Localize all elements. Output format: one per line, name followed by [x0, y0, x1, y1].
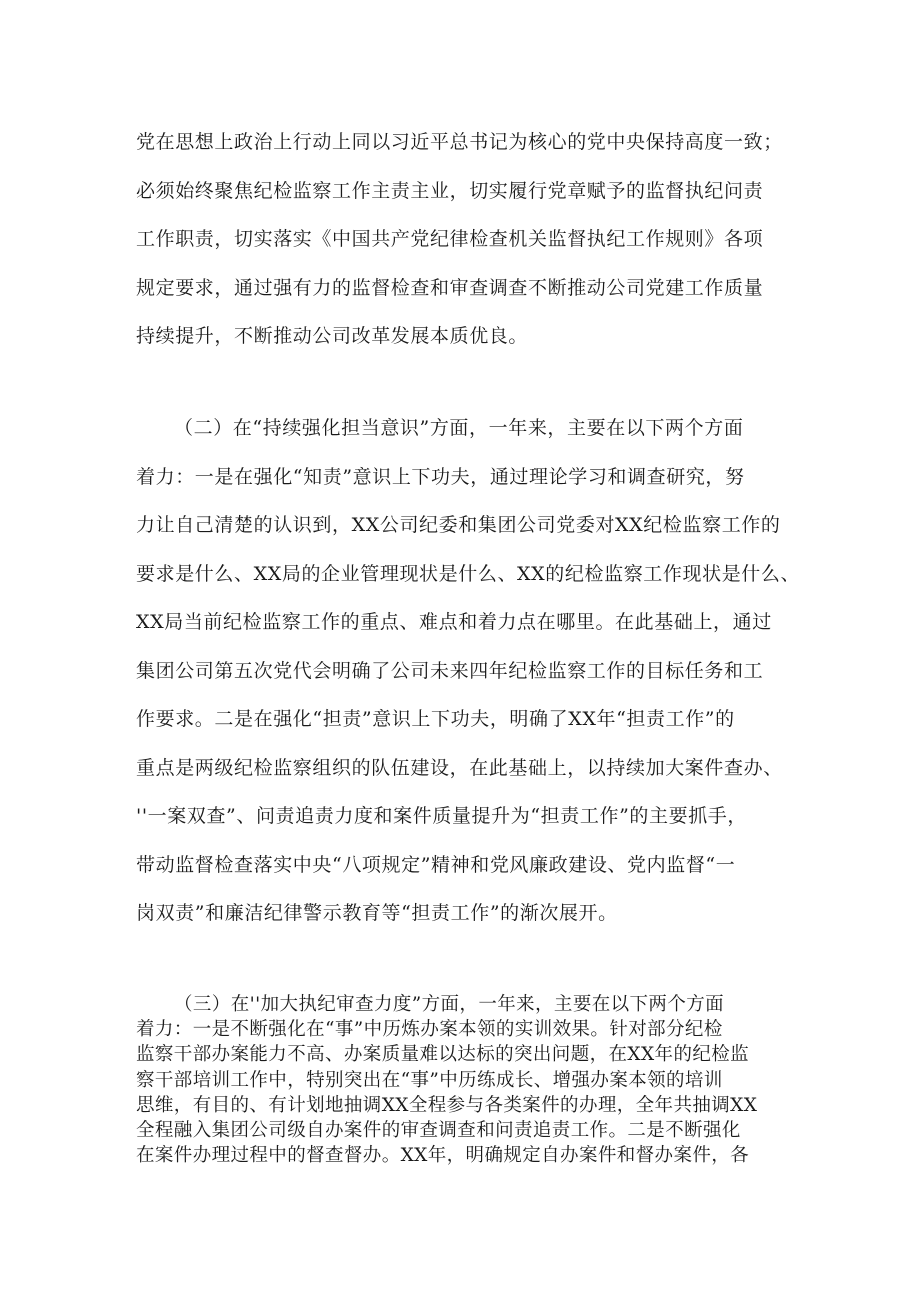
text-line: 思维，有目的、有计划地抽调XX全程参与各类案件的办理，全年共抽调XX — [136, 1094, 758, 1116]
text-line: （二）在“持续强化担当意识”方面，一年来，主要在以下两个方面 — [174, 417, 744, 439]
text-line: 带动监督检查落实中央“八项规定”精神和党风廉政建设、党内监督“一 — [136, 853, 736, 876]
paragraph-3 — [136, 992, 796, 1168]
paragraph-2 — [136, 404, 801, 938]
text-line: 着力：一是在强化“知责”意识上下功夫，通过理论学习和调查研究，努 — [136, 465, 745, 488]
text-line: 力让自己清楚的认识到，XX公司纪委和集团公司党委对XX纪检监察工作的 — [136, 514, 781, 536]
text-line: ''一案双查”、问责追责力度和案件质量提升为“担责工作”的主要抓手， — [136, 805, 747, 827]
paragraph-1 — [136, 118, 796, 361]
text-line: 全程融入集团公司级自办案件的审查调查和问责追责工作。二是不断强化 — [136, 1119, 741, 1141]
text-line: 察干部培训工作中，特别突出在“事”中历练成长、增强办案本领的培训 — [136, 1069, 723, 1091]
text-line: 规定要求，通过强有力的监督检查和审查调查不断推动公司党建工作质量 — [136, 276, 764, 299]
text-line: 着力：一是不断强化在“事”中历炼办案本领的实训效果。针对部分纪检 — [136, 1019, 723, 1041]
text-line: XX局当前纪检监察工作的重点、难点和着力点在哪里。在此基础上，通过 — [136, 611, 772, 633]
text-line: 作要求。二是在强化“担责”意识上下功夫，明确了XX年“担责工作”的 — [136, 708, 735, 730]
text-line: 在案件办理过程中的督查督办。XX年，明确规定自办案件和督办案件，各 — [136, 1145, 750, 1167]
text-line: 党在思想上政治上行动上同以习近平总书记为核心的党中央保持高度一致； — [136, 131, 783, 153]
text-line: 岗双责”和廉洁纪律警示教育等“担责工作”的渐次展开。 — [136, 902, 618, 924]
text-line: 要求是什么、XX局的企业管理现状是什么、XX的纪检监察工作现状是什么、 — [136, 562, 801, 585]
text-line: （三）在''加大执纪审查力度”方面，一年来，主要在以下两个方面 — [174, 994, 725, 1015]
text-line: 工作职责，切实落实《中国共产党纪律检查机关监督执纪工作规则》各项 — [136, 228, 764, 250]
text-line: 监察干部办案能力不高、办案质量难以达标的突出问题，在XX年的纪检监 — [136, 1044, 750, 1066]
text-line: 重点是两级纪检监察组织的队伍建设，在此基础上，以持续加大案件查办、 — [136, 756, 783, 779]
text-line: 持续提升，不断推动公司改革发展本质优良。 — [136, 325, 529, 347]
text-line: 集团公司第五次党代会明确了公司未来四年纪检监察工作的目标任务和工 — [136, 659, 764, 682]
text-line: 必须始终聚焦纪检监察工作主责主业，切实履行党章赋予的监督执纪问责 — [136, 179, 764, 202]
